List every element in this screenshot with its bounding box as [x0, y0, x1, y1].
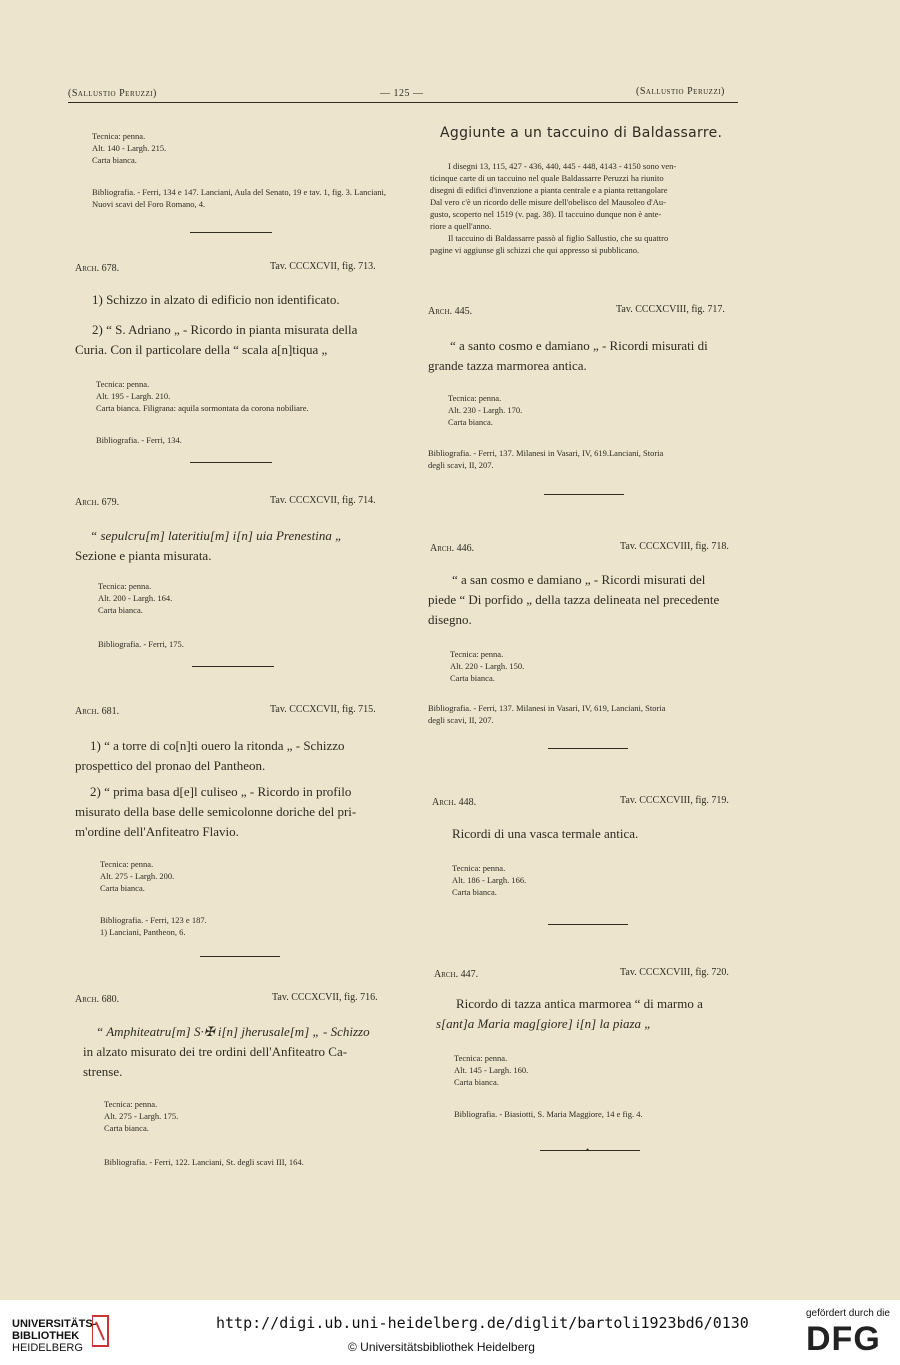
arch-679: Arch. 679. — [75, 497, 120, 508]
separator — [192, 666, 274, 667]
e680-l3: strense. — [83, 1064, 123, 1079]
running-head-right: (Sallustio Peruzzi) — [636, 86, 725, 97]
e447-tech: Tecnica: penna. Alt. 145 - Largh. 160. Carta bianca. — [454, 1053, 529, 1087]
arch-680: Arch. 680. — [75, 994, 120, 1005]
e447-l2: s[ant]a Maria mag[giore] i[n] la piaza „ — [436, 1016, 652, 1031]
e681-l5: m'ordine dell'Anfiteatro Flavio. — [75, 824, 239, 839]
tav-717: Tav. CCCXCVIII, fig. 717. — [616, 304, 725, 315]
tav-720: Tav. CCCXCVIII, fig. 720. — [620, 967, 729, 978]
e446-l2: piede “ Di porfido „ della tazza delineata nel precedente — [428, 592, 720, 607]
e447-biblio: Bibliografia. - Biasiotti, S. Maria Maggiore, 14 e fig. 4. — [454, 1109, 643, 1119]
section-title: Aggiunte a un taccuino di Baldassarre. — [440, 125, 723, 141]
copyright-text: © Universitätsbibliothek Heidelberg — [348, 1340, 535, 1354]
header-rule — [68, 102, 738, 103]
e446-l1: “ a san cosmo e damiano „ - Ricordi misurati del — [452, 572, 706, 587]
arch-446: Arch. 446. — [430, 543, 475, 554]
page-number: — 125 — — [380, 88, 424, 99]
source-url-link[interactable]: http://digi.ub.uni-heidelberg.de/diglit/bartoli1923bd6/0130 — [216, 1314, 749, 1332]
biblio-top: Bibliografia. - Ferri, 134 e 147. Lanciani, Aula del Senato, 19 e tav. 1, fig. 3. Lanciani, Nuovi scavi del Foro Romano, 4. — [92, 187, 387, 209]
e678-tech: Tecnica: penna. Alt. 195 - Largh. 210. Carta bianca. Filigrana: aquila sormontata da corona nobiliare. — [96, 379, 309, 413]
library-name: UNIVERSITÄTS- BIBLIOTHEK HEIDELBERG — [12, 1318, 97, 1354]
e679-p2: Sezione e pianta misurata. — [75, 548, 212, 563]
e678-biblio: Bibliografia. - Ferri, 134. — [96, 435, 182, 445]
e445-l1: “ a santo cosmo e damiano „ - Ricordi misurati di — [450, 338, 708, 353]
e680-l2: in alzato misurato dei tre ordini dell'Anfiteatro Ca- — [83, 1044, 348, 1059]
running-head-left: (Sallustio Peruzzi) — [68, 88, 157, 99]
library-logo-icon — [92, 1310, 202, 1358]
tav-715: Tav. CCCXCVII, fig. 715. — [270, 704, 376, 715]
intro-paragraph: I disegni 13, 115, 427 - 436, 440, 445 - 448, 4143 - 4150 sono ven- ticinque carte di un taccuino nel quale Baldassarre Peruzzi ha riunito disegni di edifici d'invenzione a pianta centrale e a pianta rettangolare Dal vero c'è un ricordo delle misure dell'obelisco del Mausoleo d'Au- gusto, scoperto nel 1519 (v. pag. 38). Il taccuino dunque non è ante- riore a quell'anno. Il taccuino di Baldassarre passò al figlio Sallustio, che su quattro pagine vi aggiunse gli schizzi che qui appresso si pubblicano. — [430, 161, 677, 255]
e681-biblio2: 1) Lanciani, Pantheon, 6. — [100, 927, 186, 937]
arch-681: Arch. 681. — [75, 706, 120, 717]
e445-biblio2: degli scavi, II, 207. — [428, 460, 494, 470]
e680-biblio: Bibliografia. - Ferri, 122. Lanciani, St. degli scavi III, 164. — [104, 1157, 304, 1167]
e448-tech: Tecnica: penna. Alt. 186 - Largh. 166. Carta bianca. — [452, 863, 527, 897]
separator — [548, 748, 628, 749]
funded-by-label: gefördert durch die — [806, 1308, 890, 1319]
e678-p2b: Curia. Con il particolare della “ scala a[n]tiqua „ — [75, 342, 328, 357]
e681-tech: Tecnica: penna. Alt. 275 - Largh. 200. Carta bianca. — [100, 859, 175, 893]
tav-719: Tav. CCCXCVIII, fig. 719. — [620, 795, 729, 806]
e679-p1: “ sepulcru[m] lateritiu[m] i[n] uia Prenestina „ — [90, 528, 343, 543]
e445-tech: Tecnica: penna. Alt. 230 - Largh. 170. Carta bianca. — [448, 393, 523, 427]
e681-l4: misurato della base delle semicolonne doriche del pri- — [75, 804, 357, 819]
e681-biblio1: Bibliografia. - Ferri, 123 e 187. — [100, 915, 207, 925]
separator — [548, 924, 628, 925]
e446-biblio1: Bibliografia. - Ferri, 137. Milanesi in Vasari, IV, 619, Lanciani, Storia — [428, 703, 666, 713]
separator — [544, 494, 624, 495]
e678-p2a: 2) “ S. Adriano „ - Ricordo in pianta misurata della — [92, 322, 358, 337]
tav-716: Tav. CCCXCVII, fig. 716. — [272, 992, 378, 1003]
e446-l3: disegno. — [428, 612, 472, 627]
ornament-dot-icon: • — [586, 1145, 590, 1155]
e445-l2: grande tazza marmorea antica. — [428, 358, 587, 373]
separator — [200, 956, 280, 957]
tav-713: Tav. CCCXCVII, fig. 713. — [270, 261, 376, 272]
e446-tech: Tecnica: penna. Alt. 220 - Largh. 150. Carta bianca. — [450, 649, 525, 683]
separator — [190, 232, 272, 233]
e446-biblio2: degli scavi, II, 207. — [428, 715, 494, 725]
e680-l1: “ Amphiteatru[m] S·✠ i[n] jherusale[m] „ - Schizzo — [96, 1024, 370, 1039]
arch-445: Arch. 445. — [428, 306, 473, 317]
e679-biblio: Bibliografia. - Ferri, 175. — [98, 639, 184, 649]
e681-l2: prospettico del pronao del Pantheon. — [75, 758, 266, 773]
end-ornament — [540, 1150, 640, 1151]
arch-447: Arch. 447. — [434, 969, 479, 980]
e679-tech: Tecnica: penna. Alt. 200 - Largh. 164. Carta bianca. — [98, 581, 173, 615]
e448-l1: Ricordi di una vasca termale antica. — [452, 826, 639, 841]
e678-p1: 1) Schizzo in alzato di edificio non identificato. — [92, 292, 340, 307]
arch-678: Arch. 678. — [75, 263, 120, 274]
e680-tech: Tecnica: penna. Alt. 275 - Largh. 175. Carta bianca. — [104, 1099, 179, 1133]
e681-l3: 2) “ prima basa d[e]l culiseo „ - Ricordo in profilo — [90, 784, 352, 799]
dfg-logo: DFG — [806, 1320, 881, 1358]
arch-448: Arch. 448. — [432, 797, 477, 808]
e445-biblio1: Bibliografia. - Ferri, 137. Milanesi in Vasari, IV, 619.Lanciani, Storia — [428, 448, 664, 458]
e447-l1: Ricordo di tazza antica marmorea “ di marmo a — [456, 996, 703, 1011]
tav-714: Tav. CCCXCVII, fig. 714. — [270, 495, 376, 506]
tav-718: Tav. CCCXCVIII, fig. 718. — [620, 541, 729, 552]
tech-block-top: Tecnica: penna. Alt. 140 - Largh. 215. Carta bianca. — [92, 131, 167, 165]
e681-l1: 1) “ a torre di co[n]ti ouero la ritonda „ - Schizzo — [90, 738, 345, 753]
separator — [190, 462, 272, 463]
